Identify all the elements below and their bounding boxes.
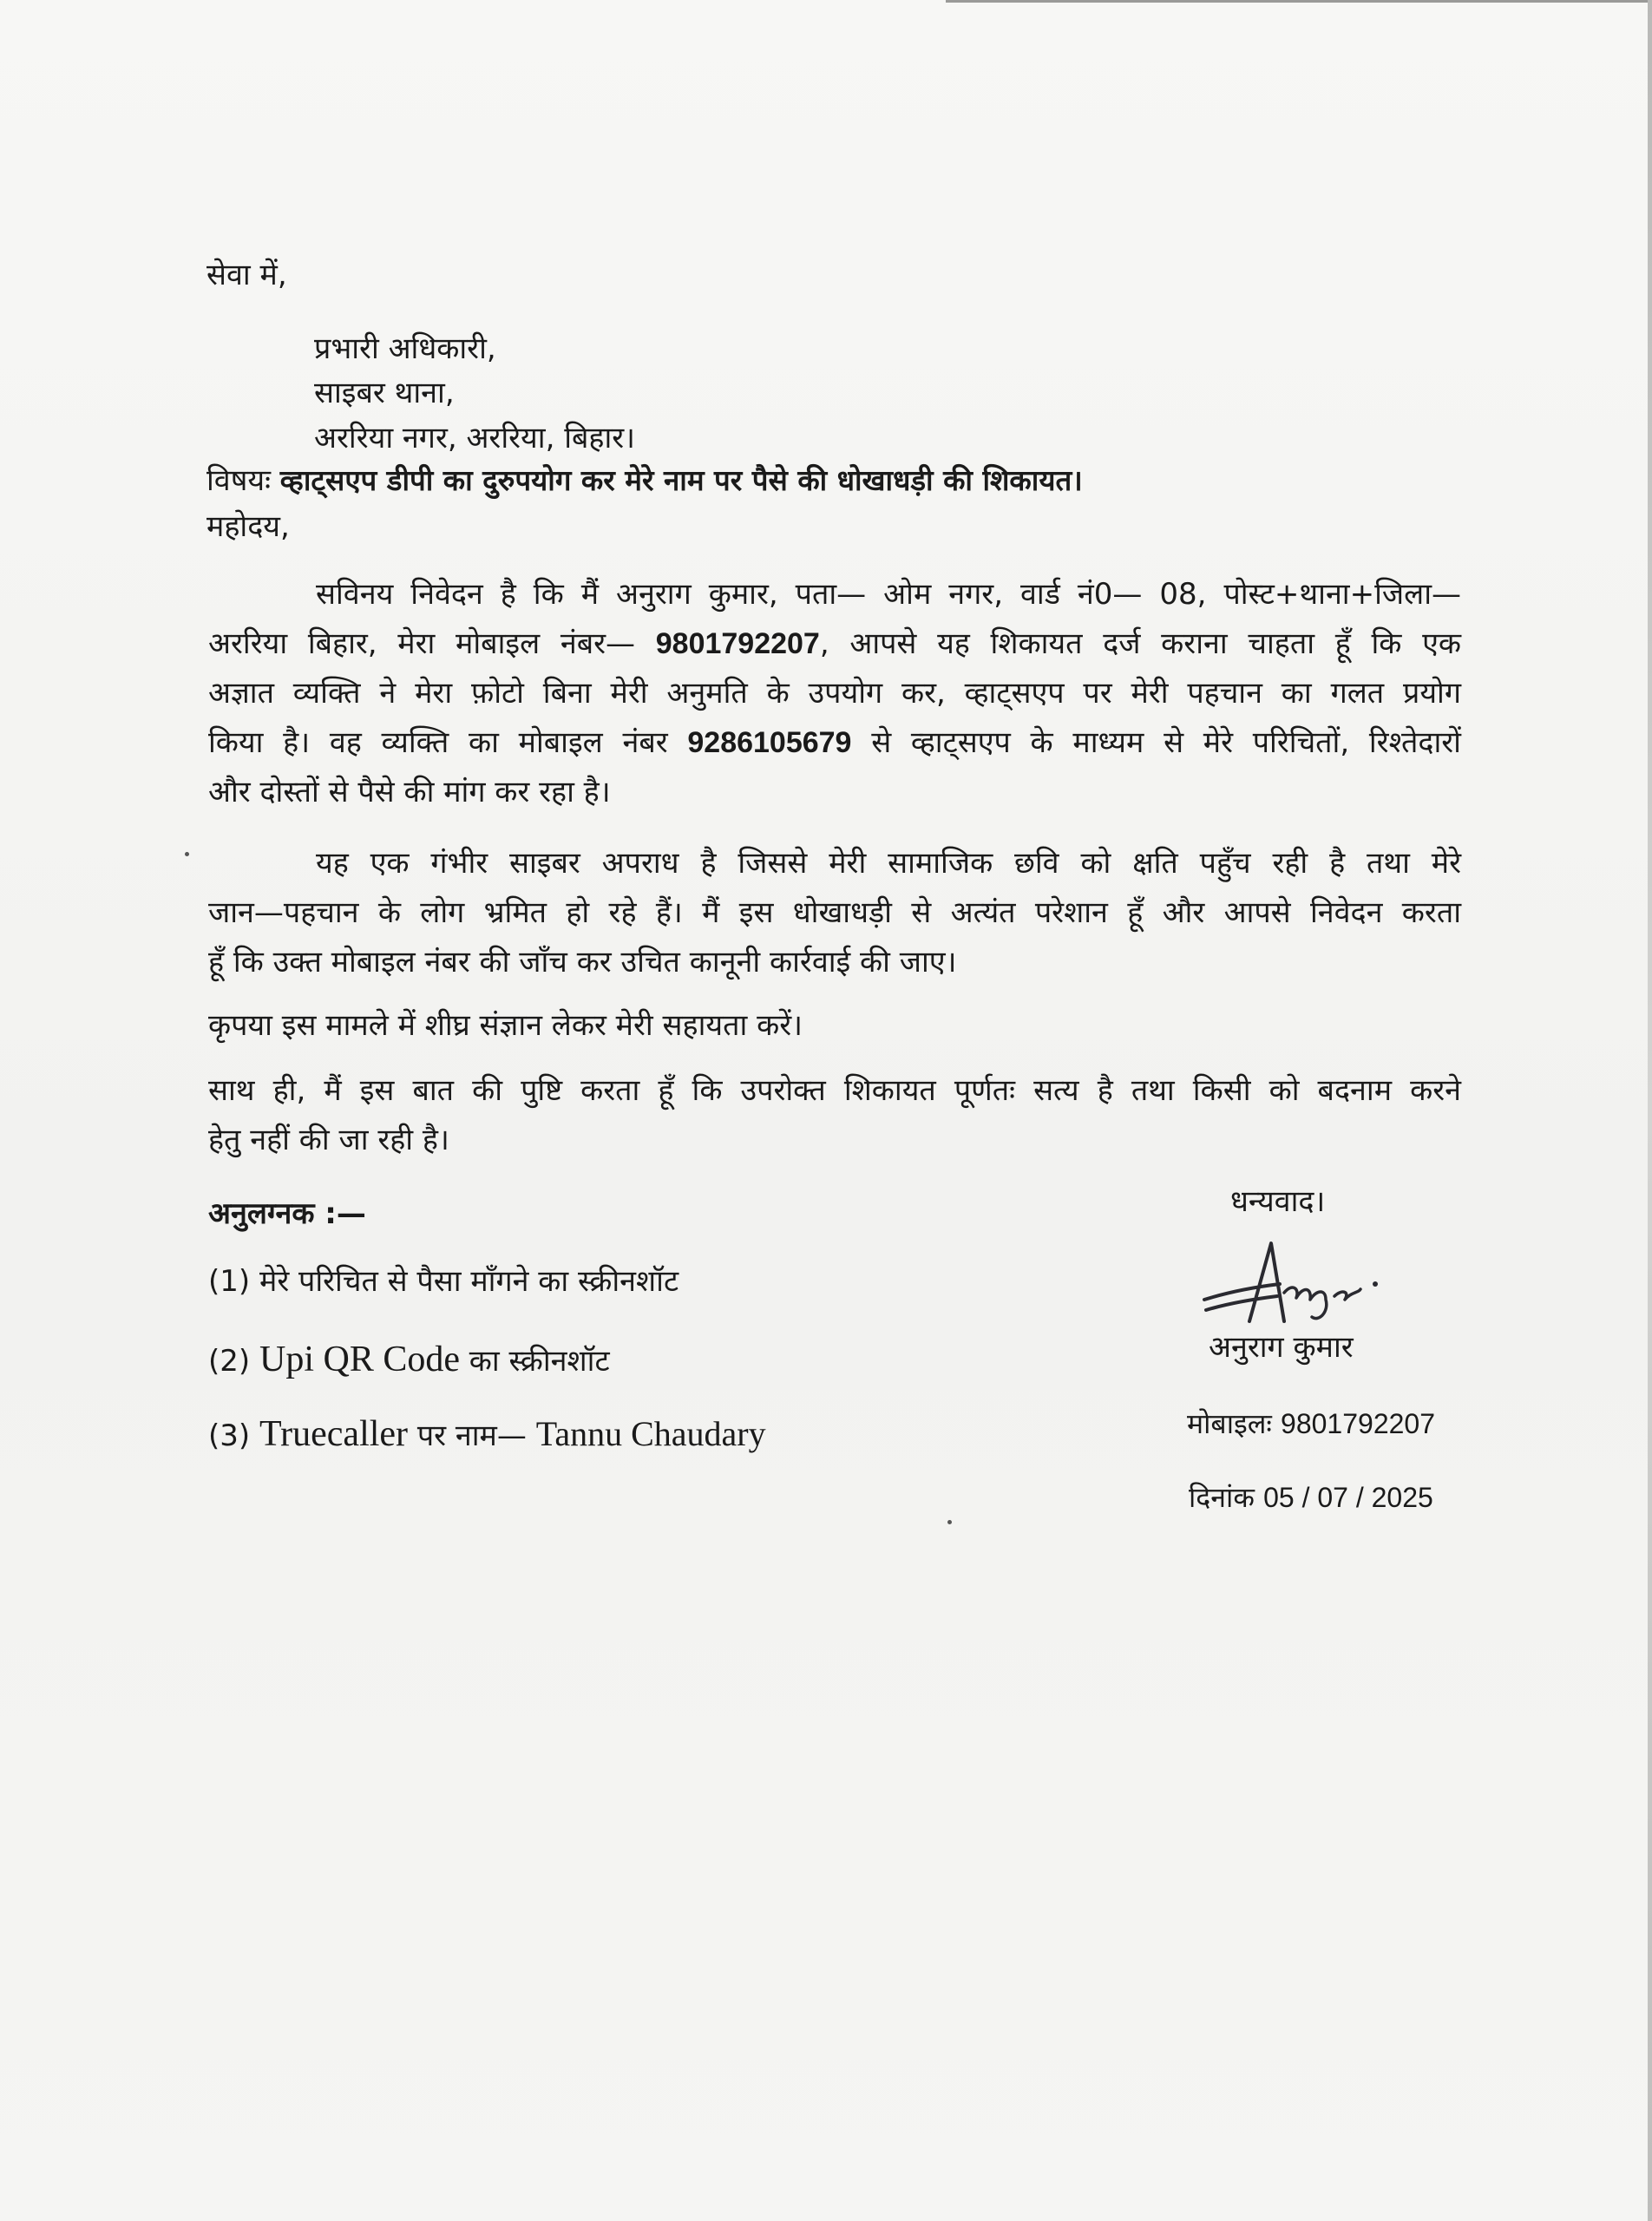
scan-speck <box>947 1520 952 1524</box>
closing-date-label: दिनांक <box>1189 1481 1255 1514</box>
signatory-name: अनुराग कुमार <box>1209 1330 1354 1365</box>
salutation-to: सेवा में, <box>206 258 287 292</box>
paragraph-3: कृपया इस मामले में शीघ्र संज्ञान लेकर मेरी सहायता करें। <box>208 1008 803 1043</box>
attachment-item-1-number: (1) <box>208 1264 251 1299</box>
signature-image <box>1197 1239 1397 1326</box>
paragraph-1-line-4-start: किया है। वह व्यक्ति का मोबाइल नंबर <box>208 725 668 760</box>
attachment-item-2-latin: Upi QR Code <box>259 1340 460 1379</box>
attachment-item-3-number: (3) <box>208 1418 251 1453</box>
paragraph-2-line-3: हूँ कि उक्त मोबाइल नंबर की जाँच कर उचित कानूनी कार्रवाई की जाए। <box>208 945 957 979</box>
subject-line <box>206 463 1083 498</box>
truecaller-name: Tannu Chaudary <box>535 1414 766 1453</box>
recipient-line-1: प्रभारी अधिकारी, <box>314 331 496 366</box>
closing-mobile-label: मोबाइलः <box>1187 1407 1272 1440</box>
closing-date-value: 05 / 07 / 2025 <box>1263 1482 1433 1513</box>
paragraph-1-line-2-start: अररिया बिहार, मेरा मोबाइल नंबर— <box>208 626 636 661</box>
paragraph-1-line-1: सविनय निवेदन है कि मैं अनुराग कुमार, पता— ओम नगर, वार्ड नं0— 08, पोस्ट+थाना+जिला— <box>316 577 1461 612</box>
paragraph-4-line-2: हेतु नहीं की जा रही है। <box>208 1123 449 1157</box>
attachment-item-1 <box>208 1264 679 1299</box>
fraud-mobile-number: 9286105679 <box>687 726 852 759</box>
subject-label: विषयः <box>206 463 271 498</box>
paragraph-2-line-2: जान—पहचान के लोग भ्रमित हो रहे हैं। मैं इस धोखाधड़ी से अत्यंत परेशान हूँ और आपसे निवेदन करता <box>208 895 1461 930</box>
recipient-line-2: साइबर थाना, <box>314 376 455 410</box>
closing-mobile-number: 9801792207 <box>1281 1408 1435 1439</box>
scan-top-edge <box>946 0 1652 3</box>
closing-date <box>1189 1481 1433 1514</box>
paragraph-1-line-4-end: से व्हाट्सएप के माध्यम से मेरे परिचितों, रिश्तेदारों <box>871 725 1461 760</box>
greeting: महोदय, <box>206 509 290 544</box>
attachments-heading: अनुलग्नक :— <box>208 1196 366 1231</box>
scan-speck <box>185 852 189 856</box>
paragraph-2-line-1: यह एक गंभीर साइबर अपराध है जिससे मेरी सामाजिक छवि को क्षति पहुँच रही है तथा मेरे <box>316 846 1461 881</box>
attachment-item-3-latin: Truecaller <box>259 1414 409 1454</box>
attachment-item-1-text: मेरे परिचित से पैसा माँगने का स्क्रीनशॉट <box>259 1264 679 1299</box>
attachment-item-3 <box>208 1416 766 1452</box>
attachment-item-3-rest: पर नाम— <box>416 1418 527 1453</box>
subject-text: व्हाट्सएप डीपी का दुरुपयोग कर मेरे नाम पर पैसे की धोखाधड़ी की शिकायत। <box>279 463 1083 497</box>
paragraph-4-line-1: साथ ही, मैं इस बात की पुष्टि करता हूँ कि उपरोक्त शिकायत पूर्णतः सत्य है तथा किसी को बदनाम करने <box>208 1073 1461 1108</box>
paragraph-1-line-4 <box>208 725 1461 760</box>
attachment-item-2 <box>208 1341 610 1378</box>
paragraph-1-line-3: अज्ञात व्यक्ति ने मेरा फ़ोटो बिना मेरी अनुमति के उपयोग कर, व्हाट्सएप पर मेरी पहचान का गलत प्रयोग <box>208 676 1461 711</box>
closing-mobile <box>1187 1407 1435 1440</box>
paragraph-1-line-2 <box>208 626 1461 661</box>
scan-right-edge <box>1648 0 1652 2221</box>
thanks: धन्यवाद। <box>1230 1184 1326 1219</box>
attachment-item-2-rest: का स्क्रीनशॉट <box>469 1344 610 1379</box>
paragraph-1-line-5: और दोस्तों से पैसे की मांग कर रहा है। <box>208 775 611 809</box>
complainant-mobile-number: 9801792207 <box>655 627 820 660</box>
paragraph-1-line-2-end: , आपसे यह शिकायत दर्ज कराना चाहता हूँ कि एक <box>819 626 1461 661</box>
attachment-item-2-number: (2) <box>208 1344 251 1379</box>
recipient-line-3: अररिया नगर, अररिया, बिहार। <box>314 421 636 455</box>
